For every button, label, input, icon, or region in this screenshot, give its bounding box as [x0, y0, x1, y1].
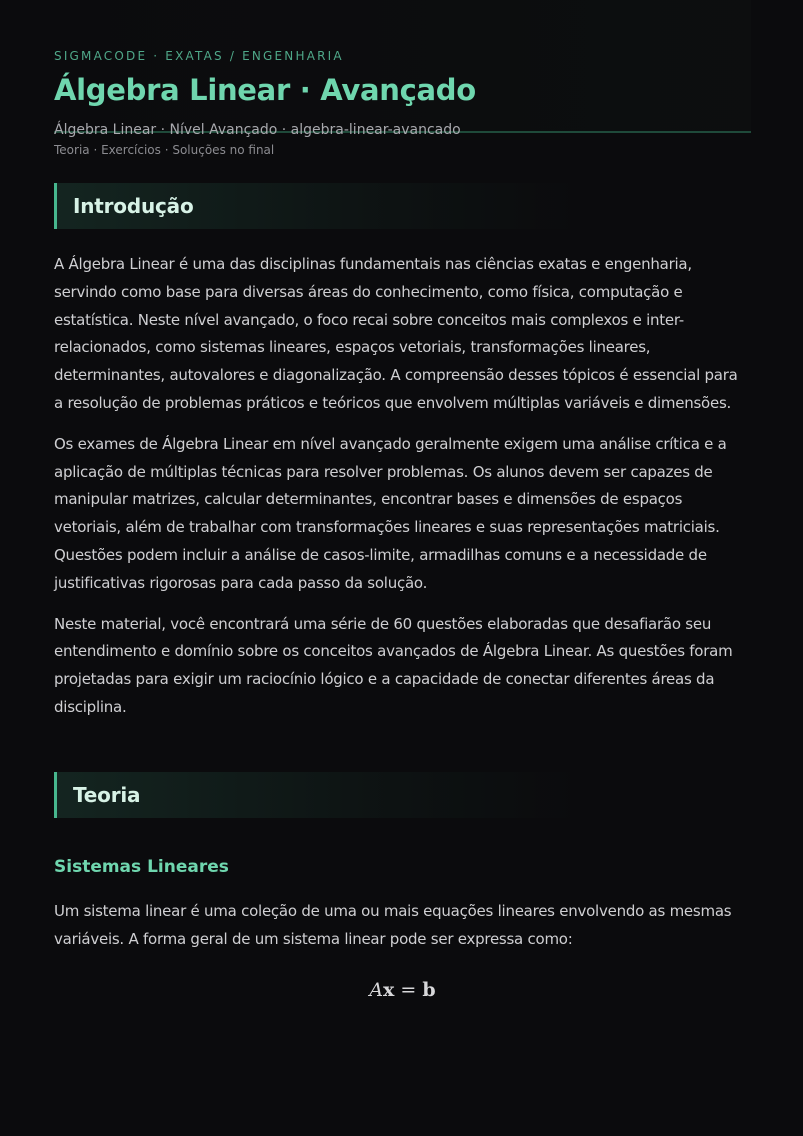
equation-vector-x: x	[383, 979, 395, 1002]
intro-paragraph: A Álgebra Linear é uma das disciplinas fundamentais nas ciências exatas e engenharia, servindo como base para diversas áreas do conhecimento, como física, computação e estatística. Neste nível avançado, o foco recai sobre conceitos mais complexos e inter-relacionados, como sistemas lineares, espaços vetoriais, transformações lineares, determinantes, autovalores e diagonalização. A compreensão desses tópicos é essencial para a resolução de problemas práticos e teóricos que envolvem múltiplas variáveis e dimensões.	[54, 255, 738, 412]
intro-section	[54, 183, 751, 722]
theory-paragraph: Um sistema linear é uma coleção de uma ou mais equações lineares envolvendo as mesmas variáveis. A forma geral de um sistema linear pode ser expressa como:	[54, 901, 732, 948]
theory-section	[54, 772, 751, 1002]
intro-body	[54, 251, 751, 722]
linear-system-equation	[54, 979, 751, 1001]
document-header	[54, 0, 751, 157]
theory-body	[54, 898, 751, 954]
intro-paragraph: Os exames de Álgebra Linear em nível avançado geralmente exigem uma análise crítica e a aplicação de múltiplas técnicas para resolver problemas. Os alunos devem ser capazes de manipular matrizes, calcular determinantes, encontrar bases e dimensões de espaços vetoriais, além de trabalhar com transformações lineares e suas representações matriciais. Questões podem incluir a análise de casos-limite, armadilhas comuns e a necessidade de justificativas rigorosas para cada passo da solução.	[54, 434, 727, 592]
linear-systems-heading: Sistemas Lineares	[54, 856, 229, 877]
page-subtitle: Álgebra Linear · Nível Avançado · algebra-linear-avancado	[54, 122, 461, 138]
equation-vector-b: b	[422, 979, 436, 1002]
equation-equals: =	[400, 979, 417, 1002]
header-kicker: SIGMACODE · EXATAS / ENGENHARIA	[54, 49, 344, 63]
equation-matrix-a: A	[369, 979, 384, 1002]
intro-heading-bar	[54, 183, 751, 229]
intro-heading: Introdução	[73, 194, 194, 218]
document-page	[54, 0, 751, 1001]
theory-heading: Teoria	[73, 782, 141, 807]
theory-heading-bar	[54, 772, 751, 818]
page-title: Álgebra Linear · Avançado	[54, 73, 476, 107]
intro-paragraph: Neste material, você encontrará uma série de 60 questões elaboradas que desafiarão seu entendimento e domínio sobre os conceitos avançados de Álgebra Linear. As questões foram projetadas para exigir um raciocínio lógico e a capacidade de conectar diferentes áreas da disciplina.	[54, 614, 733, 716]
page-meta: Teoria · Exercícios · Soluções no final	[54, 143, 275, 157]
